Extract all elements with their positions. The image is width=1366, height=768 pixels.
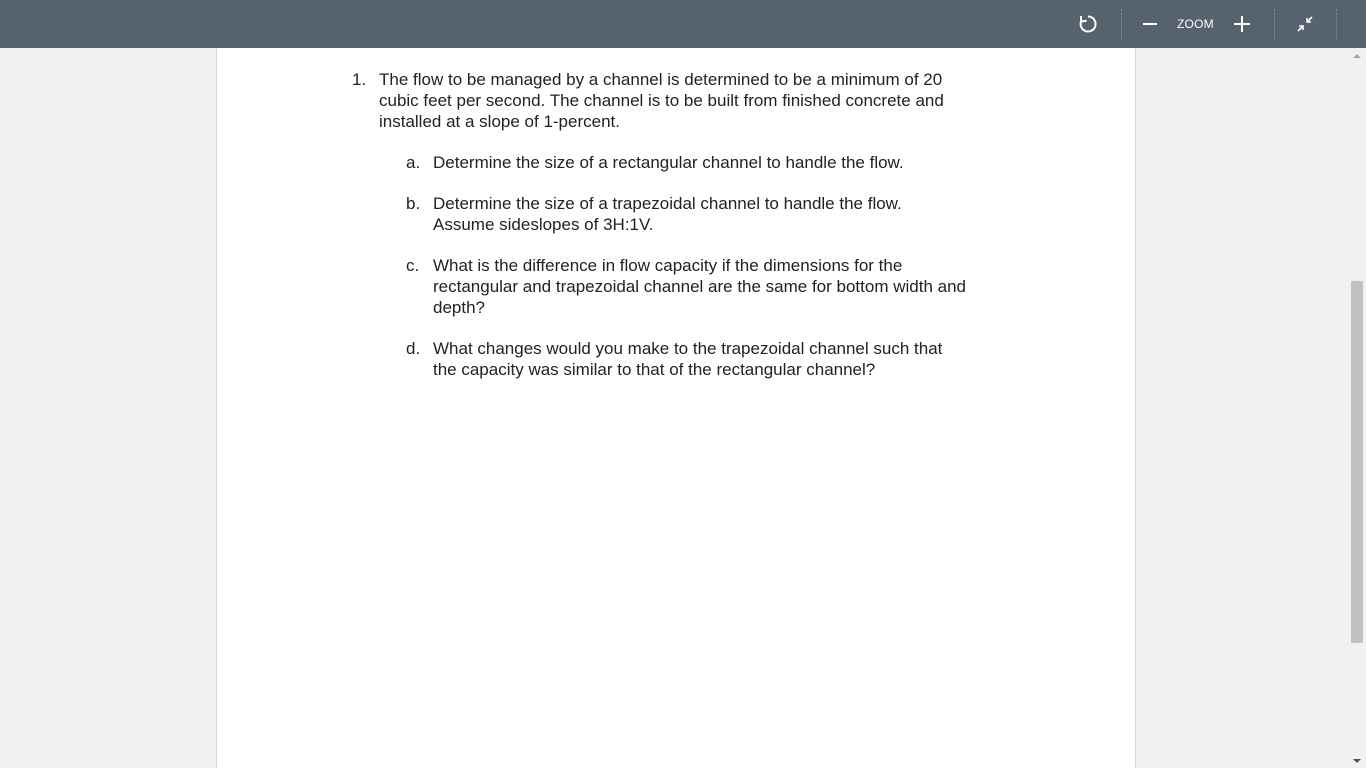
part-b-letter: b. xyxy=(406,194,421,213)
zoom-out-button[interactable] xyxy=(1138,0,1162,48)
collapse-icon xyxy=(1296,15,1314,33)
rotate-button[interactable] xyxy=(1068,0,1108,48)
minus-icon xyxy=(1143,17,1157,31)
question-line: cubic feet per second. The channel is to be built from finished concrete and xyxy=(379,90,944,110)
scroll-down-icon[interactable] xyxy=(1353,759,1361,763)
part-line: Assume sideslopes of 3H:1V. xyxy=(433,214,654,234)
part-a-letter: a. xyxy=(406,153,421,172)
viewer-toolbar xyxy=(0,0,1366,48)
part-line: rectangular and trapezoidal channel are the same for bottom width and xyxy=(433,276,966,296)
question-number: 1. xyxy=(352,70,367,89)
vertical-scrollbar[interactable] xyxy=(1349,48,1366,768)
scroll-up-icon[interactable] xyxy=(1353,54,1361,58)
part-line: What changes would you make to the trapezoidal channel such that xyxy=(433,339,943,358)
collapse-button[interactable] xyxy=(1291,0,1319,48)
document-viewport xyxy=(0,48,1366,768)
part-line: Determine the size of a rectangular channel to handle the flow. xyxy=(433,153,904,172)
part-d-letter: d. xyxy=(406,339,421,358)
toolbar-separator xyxy=(1336,9,1337,39)
part-c-letter: c. xyxy=(406,256,420,275)
document-page xyxy=(216,48,1136,768)
part-line: Determine the size of a trapezoidal channel to handle the flow. xyxy=(433,194,902,213)
part-line: the capacity was similar to that of the rectangular channel? xyxy=(433,359,876,379)
toolbar-separator xyxy=(1274,9,1275,39)
toolbar-separator xyxy=(1121,9,1122,39)
part-a-text xyxy=(433,153,904,174)
question-line: installed at a slope of 1-percent. xyxy=(379,111,620,131)
part-line: depth? xyxy=(433,297,485,317)
zoom-in-button[interactable] xyxy=(1230,0,1254,48)
scroll-thumb[interactable] xyxy=(1351,281,1363,643)
part-d-text xyxy=(433,339,942,381)
zoom-label: ZOOM xyxy=(1177,17,1214,31)
question-line: The flow to be managed by a channel is determined to be a minimum of 20 xyxy=(379,70,943,89)
part-line: What is the difference in flow capacity if the dimensions for the xyxy=(433,256,903,275)
plus-icon xyxy=(1234,16,1250,32)
part-b-text xyxy=(433,194,902,236)
rotate-icon xyxy=(1077,13,1099,35)
part-c-text xyxy=(433,256,966,318)
question-text xyxy=(379,70,1019,132)
